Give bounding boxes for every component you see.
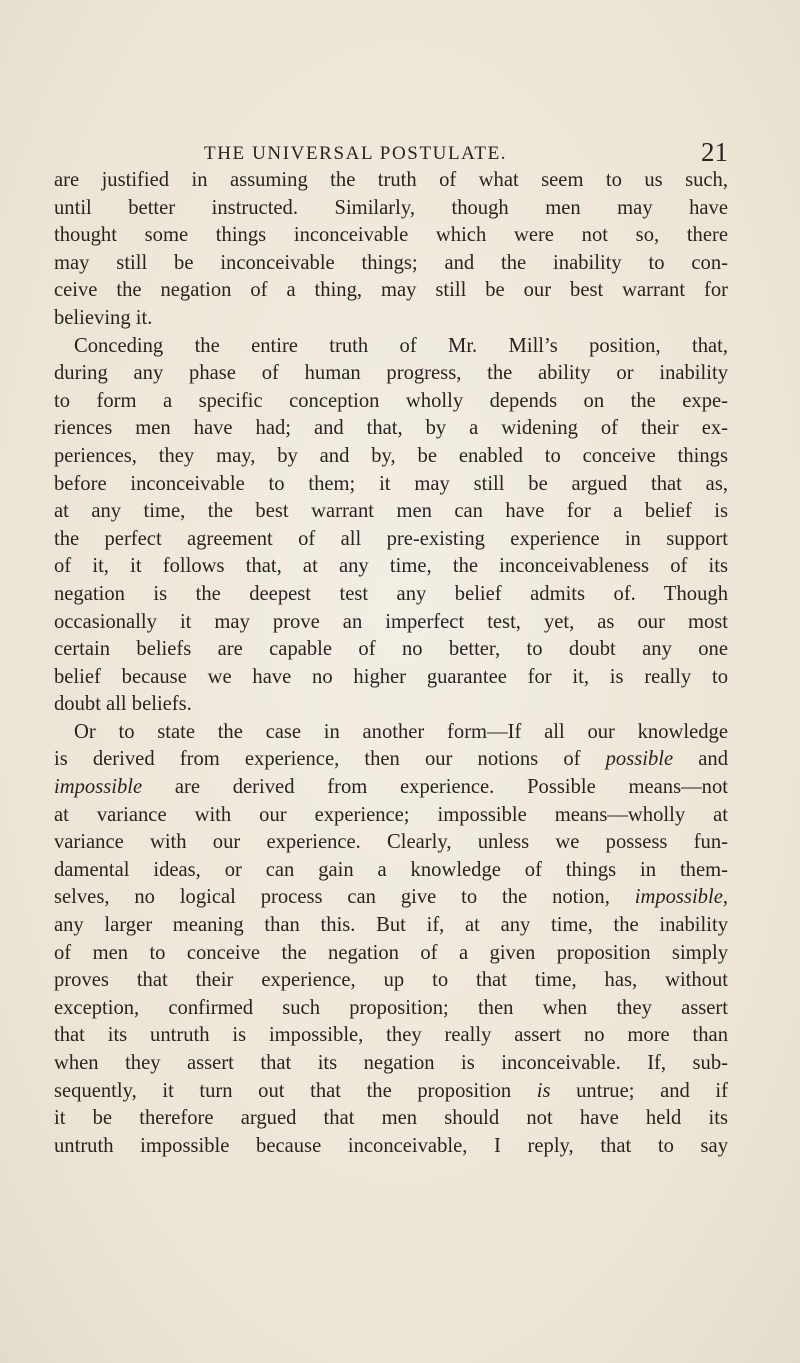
text-line: selves, no logical process can give to the notion, impossible, bbox=[54, 886, 728, 909]
text-line: at variance with our experience; impossible means—wholly at bbox=[54, 803, 728, 826]
text-line: the perfect agreement of all pre-existing experience in support bbox=[54, 527, 728, 550]
text-line: negation is the deepest test any belief admits of. Though bbox=[54, 582, 728, 605]
text-line: doubt all beliefs. bbox=[54, 693, 192, 716]
text-line: until better instructed. Similarly, though men may have bbox=[54, 196, 728, 219]
text-line: that its untruth is impossible, they really assert no more than bbox=[54, 1024, 728, 1047]
text-line: any larger meaning than this. But if, at any time, the inability bbox=[54, 914, 728, 937]
text-line: untruth impossible because inconceivable, I reply, that to say bbox=[54, 1134, 728, 1157]
text-line: may still be inconceivable things; and the inability to con- bbox=[54, 251, 728, 274]
text-line: before inconceivable to them; it may still be argued that as, bbox=[54, 472, 728, 495]
text-line: believing it. bbox=[54, 306, 153, 329]
page-number: 21 bbox=[701, 137, 728, 167]
text-line: proves that their experience, up to that time, has, without bbox=[54, 969, 728, 992]
text-line: certain beliefs are capable of no better, to doubt any one bbox=[54, 638, 728, 661]
text-line: thought some things inconceivable which were not so, there bbox=[54, 224, 728, 247]
text-line: impossible are derived from experience. Possible means—not bbox=[54, 776, 728, 799]
text-line: variance with our experience. Clearly, unless we possess fun- bbox=[54, 831, 728, 854]
paragraph bbox=[54, 167, 728, 333]
text-line: damental ideas, or can gain a knowledge of things in them- bbox=[54, 858, 728, 881]
text-line: is derived from experience, then our notions of possible and bbox=[54, 748, 728, 771]
text-line: at any time, the best warrant men can have for a belief is bbox=[54, 500, 728, 523]
text-line: sequently, it turn out that the proposition is untrue; and if bbox=[54, 1079, 728, 1102]
text-line: are justified in assuming the truth of what seem to us such, bbox=[54, 169, 728, 191]
text-line: when they assert that its negation is inconceivable. If, sub- bbox=[54, 1052, 728, 1074]
text-line: ceive the negation of a thing, may still be our best warrant for bbox=[54, 279, 728, 302]
running-title: THE UNIVERSAL POSTULATE. bbox=[204, 143, 508, 164]
text-line: it be therefore argued that men should not have held its bbox=[54, 1107, 728, 1130]
text-line: exception, confirmed such proposition; then when they assert bbox=[54, 996, 728, 1019]
text-line: during any phase of human progress, the ability or inability bbox=[54, 362, 728, 385]
text-line: belief because we have no higher guarantee for it, is really to bbox=[54, 665, 728, 688]
paragraph bbox=[54, 333, 728, 719]
text-line: to form a specific conception wholly depends on the expe- bbox=[54, 389, 728, 412]
paragraph bbox=[54, 719, 728, 1161]
text-line: Conceding the entire truth of Mr. Mill’s position, that, bbox=[74, 334, 728, 357]
text-line: of it, it follows that, at any time, the inconceivableness of its bbox=[54, 555, 728, 578]
text-line: periences, they may, by and by, be enabled to conceive things bbox=[54, 444, 728, 467]
body-text bbox=[54, 167, 728, 1160]
text-line: of men to conceive the negation of a given proposition simply bbox=[54, 941, 728, 964]
text-line: occasionally it may prove an imperfect test, yet, as our most bbox=[54, 610, 728, 633]
text-line: riences men have had; and that, by a widening of their ex- bbox=[54, 417, 728, 440]
text-line: Or to state the case in another form—If all our knowledge bbox=[74, 720, 728, 743]
